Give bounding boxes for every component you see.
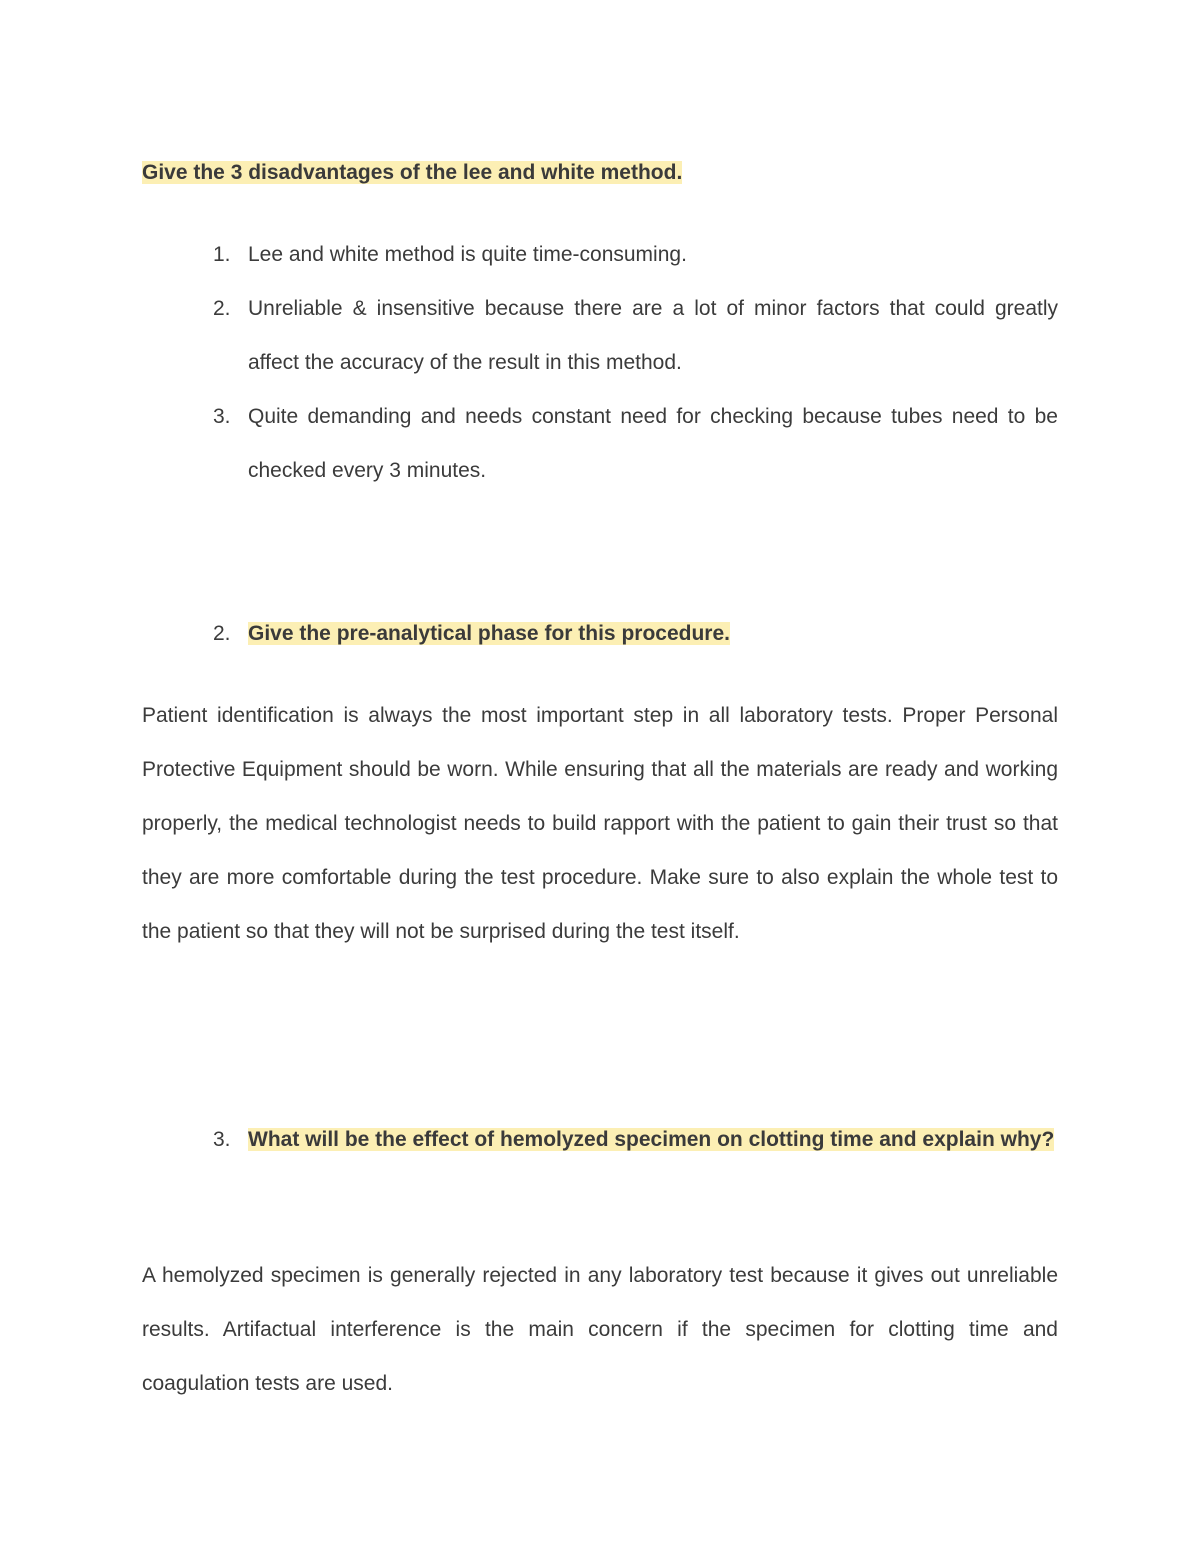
question-2-number: 2.: [213, 622, 231, 645]
list-item-text: Unreliable & insensitive because there are a lot of minor factors that could greatly affect the accuracy of the result in this method.: [248, 297, 1058, 374]
list-item-text: Quite demanding and needs constant need for checking because tubes need to be checked every 3 minutes.: [248, 405, 1058, 482]
question-2: [142, 607, 1058, 661]
question-1-highlight: Give the 3 disadvantages of the lee and white method.: [142, 161, 683, 184]
question-2-heading: [142, 607, 1058, 661]
disadvantages-list: [142, 228, 1058, 498]
question-3-heading: [142, 1113, 1058, 1167]
question-1-heading: [142, 158, 682, 188]
question-3: [142, 1113, 1058, 1167]
list-item: [142, 390, 1058, 498]
list-item-number: 3.: [213, 405, 231, 428]
answer-3-paragraph: A hemolyzed specimen is generally rejected in any laboratory test because it gives out unreliable results. Artifactual interference is the main concern if the specimen for clotting time and coagulation tests are used.: [142, 1264, 1058, 1395]
answer-2-paragraph: Patient identification is always the most important step in all laboratory tests. Proper Personal Protective Equipment should be worn. While ensuring that all the materials are ready and working properly, the medical technologist needs to build rapport with the patient to gain their trust so that they are more comfortable during the test procedure. Make sure to also explain the whole test to the patient so that they will not be surprised during the test itself.: [142, 704, 1058, 943]
question-3-number: 3.: [213, 1128, 231, 1151]
question-2-highlight: Give the pre-analytical phase for this procedure.: [248, 622, 730, 645]
list-item: [142, 228, 1058, 282]
question-3-highlight: What will be the effect of hemolyzed specimen on clotting time and explain why?: [248, 1128, 1055, 1151]
list-item: [142, 282, 1058, 390]
list-item-text: Lee and white method is quite time-consuming.: [248, 243, 687, 266]
list-item-number: 1.: [213, 243, 231, 266]
list-item-number: 2.: [213, 297, 231, 320]
